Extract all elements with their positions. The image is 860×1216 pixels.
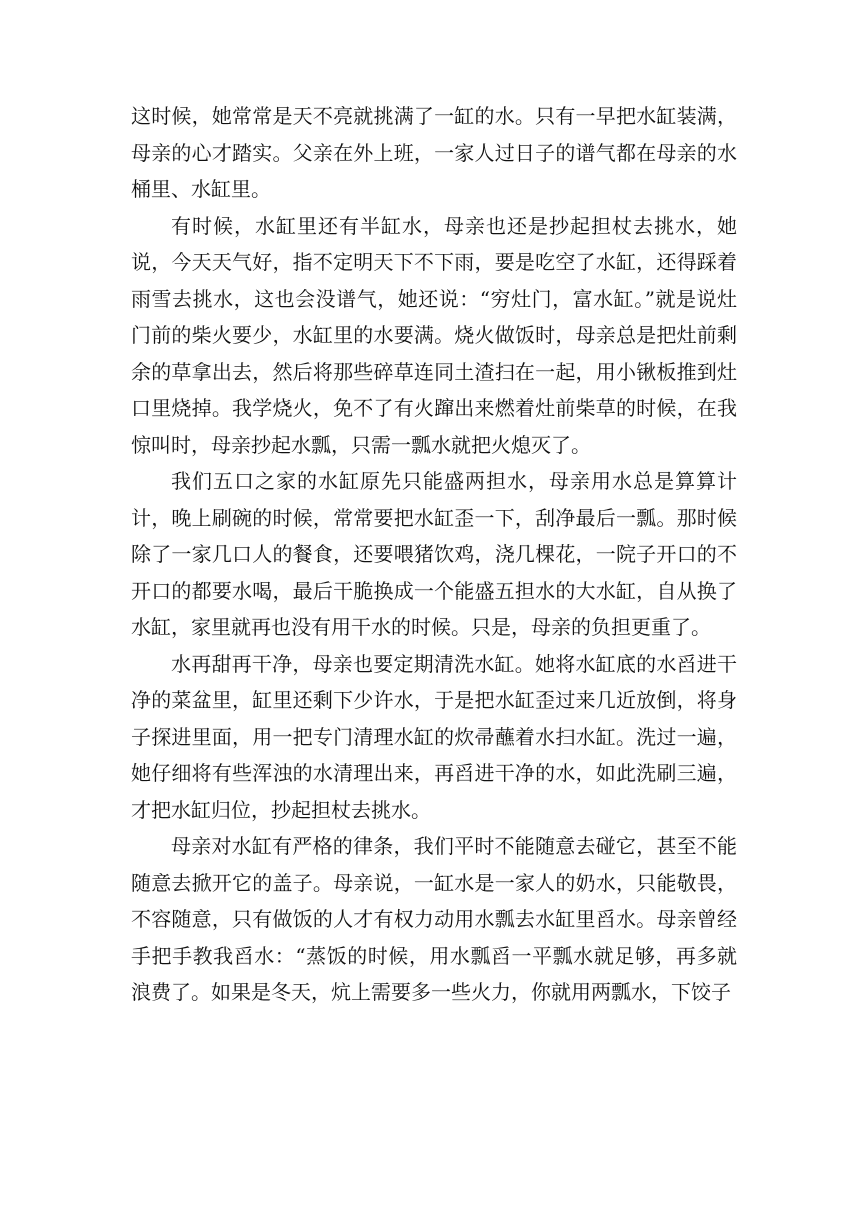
document-page <box>131 98 737 1011</box>
paragraph-3: 我们五口之家的水缸原先只能盛两担水，母亲用水总是算算计计，晚上刷碗的时候，常常要把水缸歪一下，刮净最后一瓢。那时候除了一家几口人的餐食，还要喂猪饮鸡，浇几棵花，一院子开口的不开口的都要水喝，最后干脆换成一个能盛五担水的大水缸，自从换了水缸，家里就再也没有用干水的时候。只是，母亲的负担更重了。 <box>131 469 737 639</box>
paragraph-1: 这时候，她常常是天不亮就挑满了一缸的水。只有一早把水缸装满，母亲的心才踏实。父亲在外上班，一家人过日子的谱气都在母亲的水桶里、水缸里。 <box>131 104 737 201</box>
paragraph-4: 水再甜再干净，母亲也要定期清洗水缸。她将水缸底的水舀进干净的菜盆里，缸里还剩下少许水，于是把水缸歪过来几近放倒，将身子探进里面，用一把专门清理水缸的炊帚蘸着水扫水缸。洗过一遍，她仔细将有些浑浊的水清理出来，再舀进干净的水，如此洗刷三遍，才把水缸归位，抄起担杖去挑水。 <box>131 651 737 822</box>
paragraph-5: 母亲对水缸有严格的律条，我们平时不能随意去碰它，甚至不能随意去掀开它的盖子。母亲说，一缸水是一家人的奶水，只能敬畏，不容随意，只有做饭的人才有权力动用水瓢去水缸里舀水。母亲曾经手把手教我舀水：“蒸饭的时候，用水瓢舀一平瓢水就足够，再多就浪费了。如果是冬天，炕上需要多一些火力，你就用两瓢水，下饺子 <box>131 834 737 1004</box>
paragraph-2: 有时候，水缸里还有半缸水，母亲也还是抄起担杖去挑水，她说，今天天气好，指不定明天下不下雨，要是吃空了水缸，还得踩着雨雪去挑水，这也会没谱气，她还说：“穷灶门，富水缸。”就是说灶门前的柴火要少，水缸里的水要满。烧火做饭时，母亲总是把灶前剩余的草拿出去，然后将那些碎草连同土渣扫在一起，用小锹板推到灶口里烧掉。我学烧火，免不了有火蹿出来燃着灶前柴草的时候，在我惊叫时，母亲抄起水瓢，只需一瓢水就把火熄灭了。 <box>131 213 737 457</box>
